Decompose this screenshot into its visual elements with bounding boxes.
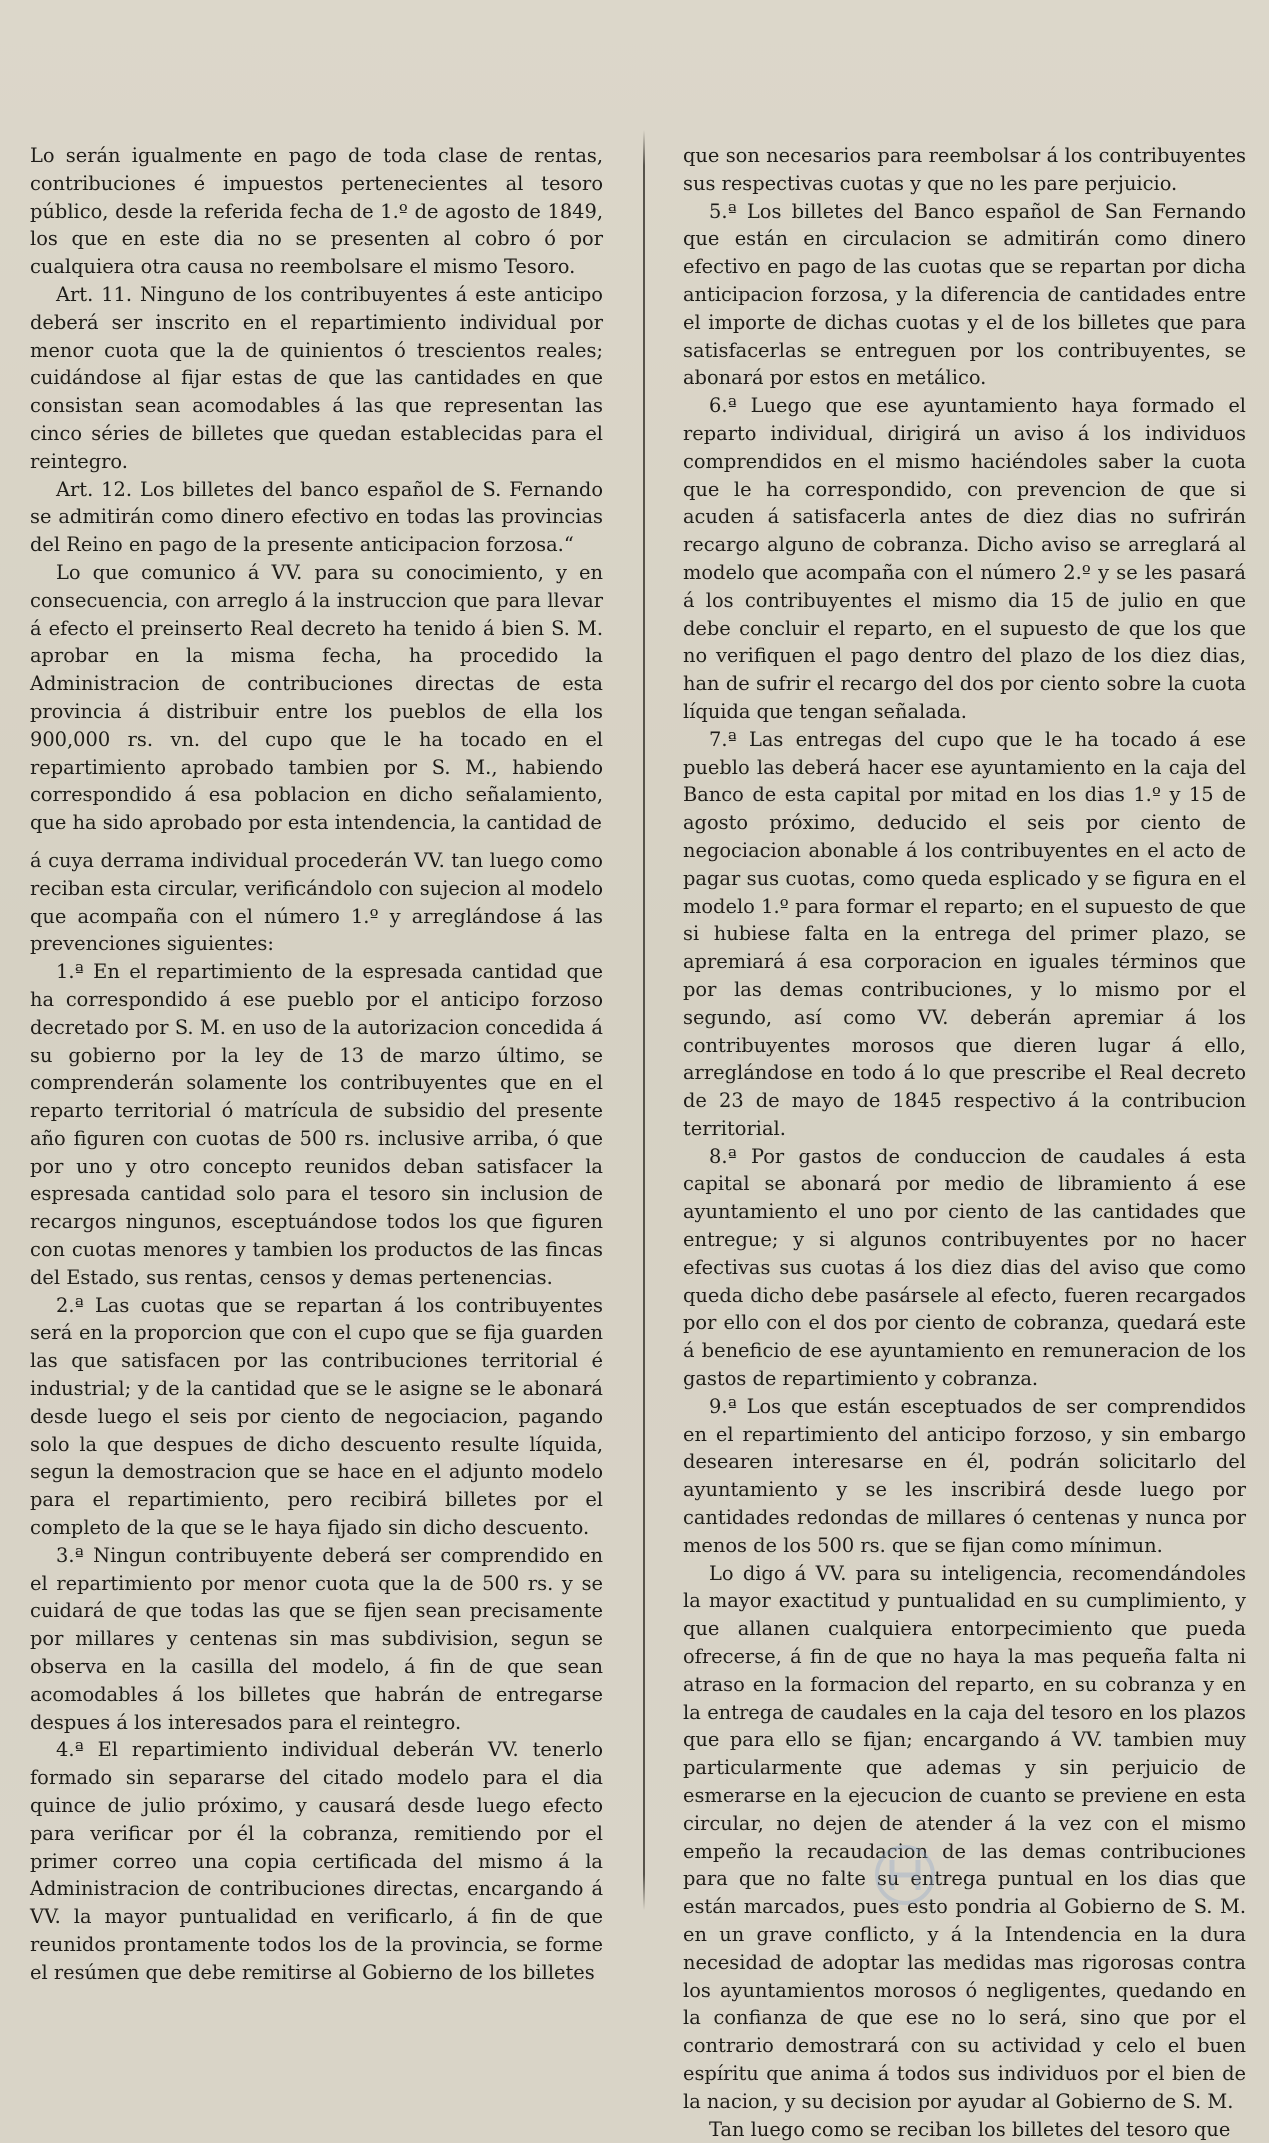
paragraph-prevision-2: 2.ª Las cuotas que se repartan á los contribuyentes será en la proporcion que con el cupo que se fija guarden las que satisfacen por las contribuciones territorial é industrial; y de la cantidad que se le asigne se le abonará desde luego el seis por ciento de negociacion, pagando solo la que despues de dicho descuento resulte líquida, segun la demostracion que se hace en el adjunto modelo para el repartimiento, pero recibirá billetes por el completo de la que se le haya fijado sin dicho descuento. — [30, 1293, 603, 1540]
archive-logo-icon — [877, 1847, 933, 1903]
paragraph-prevision-1: 1.ª En el repartimiento de la espresada cantidad que ha correspondido á ese pueblo por el anticipo forzoso decretado por S. M. en uso de la autorizacion concedida á su gobierno por la ley de 13 de marzo último, se comprenderán solamente los contribuyentes que en el reparto territorial ó matrícula de subsidio del presente año figuren con cuotas de 500 rs. inclusive arriba, ó que por uno y otro concepto reunidos deban satisfacer la espresada cantidad solo para el tesoro sin inclusion de recargos ningunos, esceptuándose todos los que figuren con cuotas menores y tambien los productos de las fincas del Estado, sus rentas, censos y demas pertenencias. — [30, 960, 603, 1289]
paragraph-closing: Lo digo á VV. para su inteligencia, recomendándoles la mayor exactitud y puntualidad en su cumplimiento, y que allanen cualquiera entorpecimiento que pueda ofrecerse, á fin de que no haya la mas pequeña falta ni atraso en la formacion del reparto, en su cobranza y en la entrega de caudales en la caja del tesoro en los plazos que para ello se fijan; encargando á VV. tambien muy particularmente que ademas y sin perjuicio de esmerarse en la ejecucion de cuanto se previene en esta circular, no dejen de atender á la vez con el mismo empeño la recaudacion de las demas contribuciones para que no falte su entrega puntual en los dias que están marcados, pues esto pondria al Gobierno de S. M. en un grave conflicto, y á la Intendencia en la dura necesidad de adoptar las medidas mas rigorosas contra los ayuntamientos morosos ó negligentes, quedando en la confianza de que ese no lo será, sino que por el contrario demostrará con su actividad y celo el buen espíritu que anima á todos sus individuos por el bien de la nacion, y su decision por ayudar al Gobierno de S. M. — [683, 1561, 1246, 2113]
paragraph-article-11: Art. 11. Ninguno de los contribuyentes á este anticipo deberá ser inscrito en el repartimiento individual por menor cuota que la de quinientos ó trescientos reales; cuidándose al fijar estas de que las cantidades en que consistan sean acomodables á las que representan las cinco séries de billetes que quedan establecidas para el reintegro. — [30, 282, 603, 473]
column-divider — [643, 130, 645, 1910]
paragraph-prevision-8: 8.ª Por gastos de conduccion de caudales á esta capital se abonará por medio de libramiento á ese ayuntamiento el uno por ciento de las cantidades que entregue; y si algunos contribuyentes por no hacer efectivas sus cuotas á los diez dias del aviso que como queda dicho debe pasársele al efecto, fueren recargados por ello con el dos por ciento de cobranza, quedará este á beneficio de ese ayuntamiento en remuneracion de los gastos de repartimiento y cobranza. — [683, 1144, 1246, 1391]
paragraph: á cuya derrama individual procederán VV. tan luego como reciban esta circular, verificándolo con sujecion al modelo que acompaña con el número 1.º y arreglándose á las prevenciones siguientes: — [30, 848, 603, 956]
paragraph: Lo serán igualmente en pago de toda clase de rentas, contribuciones é impuestos pertenecientes al tesoro público, desde la referida fecha de 1.º de agosto de 1849, los que en este dia no se presenten al cobro ó por cualquiera otra causa no reembolsare el mismo Tesoro. — [30, 144, 603, 279]
paragraph: Lo que comunico á VV. para su conocimiento, y en consecuencia, con arreglo á la instruccion que para llevar á efecto el preinserto Real decreto ha tenido á bien S. M. aprobar en la misma fecha, ha procedido la Administracion de contribuciones directas de esta provincia á distribuir entre los pueblos de ella los 900,000 rs. vn. del cupo que le ha tocado en el repartimiento aprobado tambien por S. M., habiendo correspondido á esa poblacion en dicho señalamiento, que ha sido aprobado por esta intendencia, la cantidad de — [30, 560, 603, 835]
paragraph-prevision-9: 9.ª Los que están esceptuados de ser comprendidos en el repartimiento del anticipo forzoso, y sin embargo desearen interesarse en él, podrán solicitarlo del ayuntamiento y se les inscribirá desde luego por cantidades redondas de millares ó centenas y nunca por menos de los 500 rs. que se fijan como mínimun. — [683, 1394, 1246, 1557]
paragraph-prevision-5: 5.ª Los billetes del Banco español de San Fernando que están en circulacion se admitirán como dinero efectivo en pago de las cuotas que se repartan por dicha anticipacion forzosa, y la diferencia de cantidades entre el importe de dichas cuotas y el de los billetes que para satisfacerlas se entreguen por los contribuyentes, se abonará por estos en metálico. — [683, 199, 1246, 390]
archive-watermark — [870, 1840, 1230, 1910]
paragraph: que son necesarios para reembolsar á los contribuyentes sus respectivas cuotas y que no les pare perjuicio. — [683, 144, 1246, 195]
paragraph-prevision-4: 4.ª El repartimiento individual deberán VV. tenerlo formado sin separarse del citado modelo para el dia quince de julio próximo, y causará desde luego efecto para verificar por él la cobranza, remitiendo por el primer correo una copia certificada del mismo á la Administracion de contribuciones directas, encargando á VV. la mayor puntualidad en verificarlo, á fin de que reunidos prontamente todos los de la provincia, se forme el resúmen que debe remitirse al Gobierno de los billetes — [30, 1738, 603, 1984]
paragraph-prevision-6: 6.ª Luego que ese ayuntamiento haya formado el reparto individual, dirigirá un aviso á los individuos comprendidos en el mismo haciéndoles saber la cuota que le ha correspondido, con prevencion de que si acuden á satisfacerla antes de diez dias no sufrirán recargo alguno de cobranza. Dicho aviso se arreglará al modelo que acompaña con el número 2.º y se les pasará á los contribuyentes el mismo dia 15 de julio en que debe concluir el reparto, en el supuesto de que los que no verifiquen el pago dentro del plazo de los diez dias, han de sufrir el recargo del dos por ciento sobre la cuota líquida que tengan señalada. — [683, 394, 1246, 723]
paragraph-prevision-7: 7.ª Las entregas del cupo que le ha tocado á ese pueblo las deberá hacer ese ayuntamiento en la caja del Banco de esta capital por mitad en los dias 1.º y 15 de agosto próximo, deducido el seis por ciento de negociacion abonable á los contribuyentes en el acto de pagar sus cuotas, como queda esplicado y se figura en el modelo 1.º para formar el reparto; en el supuesto de que si hubiese falta en la entrega del primer plazo, se apremiará á esa corporacion en iguales términos que por las demas contribuciones, y lo mismo por el segundo, así como VV. deberán apremiar á los contribuyentes morosos que dieren lugar á ello, arreglándose en todo á lo que prescribe el Real decreto de 23 de mayo de 1845 respectivo á la contribucion territorial. — [683, 727, 1246, 1140]
paragraph-article-12: Art. 12. Los billetes del banco español de S. Fernando se admitirán como dinero efectivo en todas las provincias del Reino en pago de la presente anticipacion forzosa.“ — [30, 477, 603, 557]
left-column — [30, 142, 603, 1987]
paragraph-final: Tan luego como se reciban los billetes del tesoro que — [709, 2117, 1231, 2141]
paragraph-prevision-3: 3.ª Ningun contribuyente deberá ser comprendido en el repartimiento por menor cuota que la de 500 rs. y se cuidará de que todas las que se fijen sean precisamente por millares y centenas sin mas subdivision, segun se observa en la casilla del modelo, á fin de que sean acomodables á los billetes que habrán de entregarse despues á los interesados para el reintegro. — [30, 1543, 603, 1734]
